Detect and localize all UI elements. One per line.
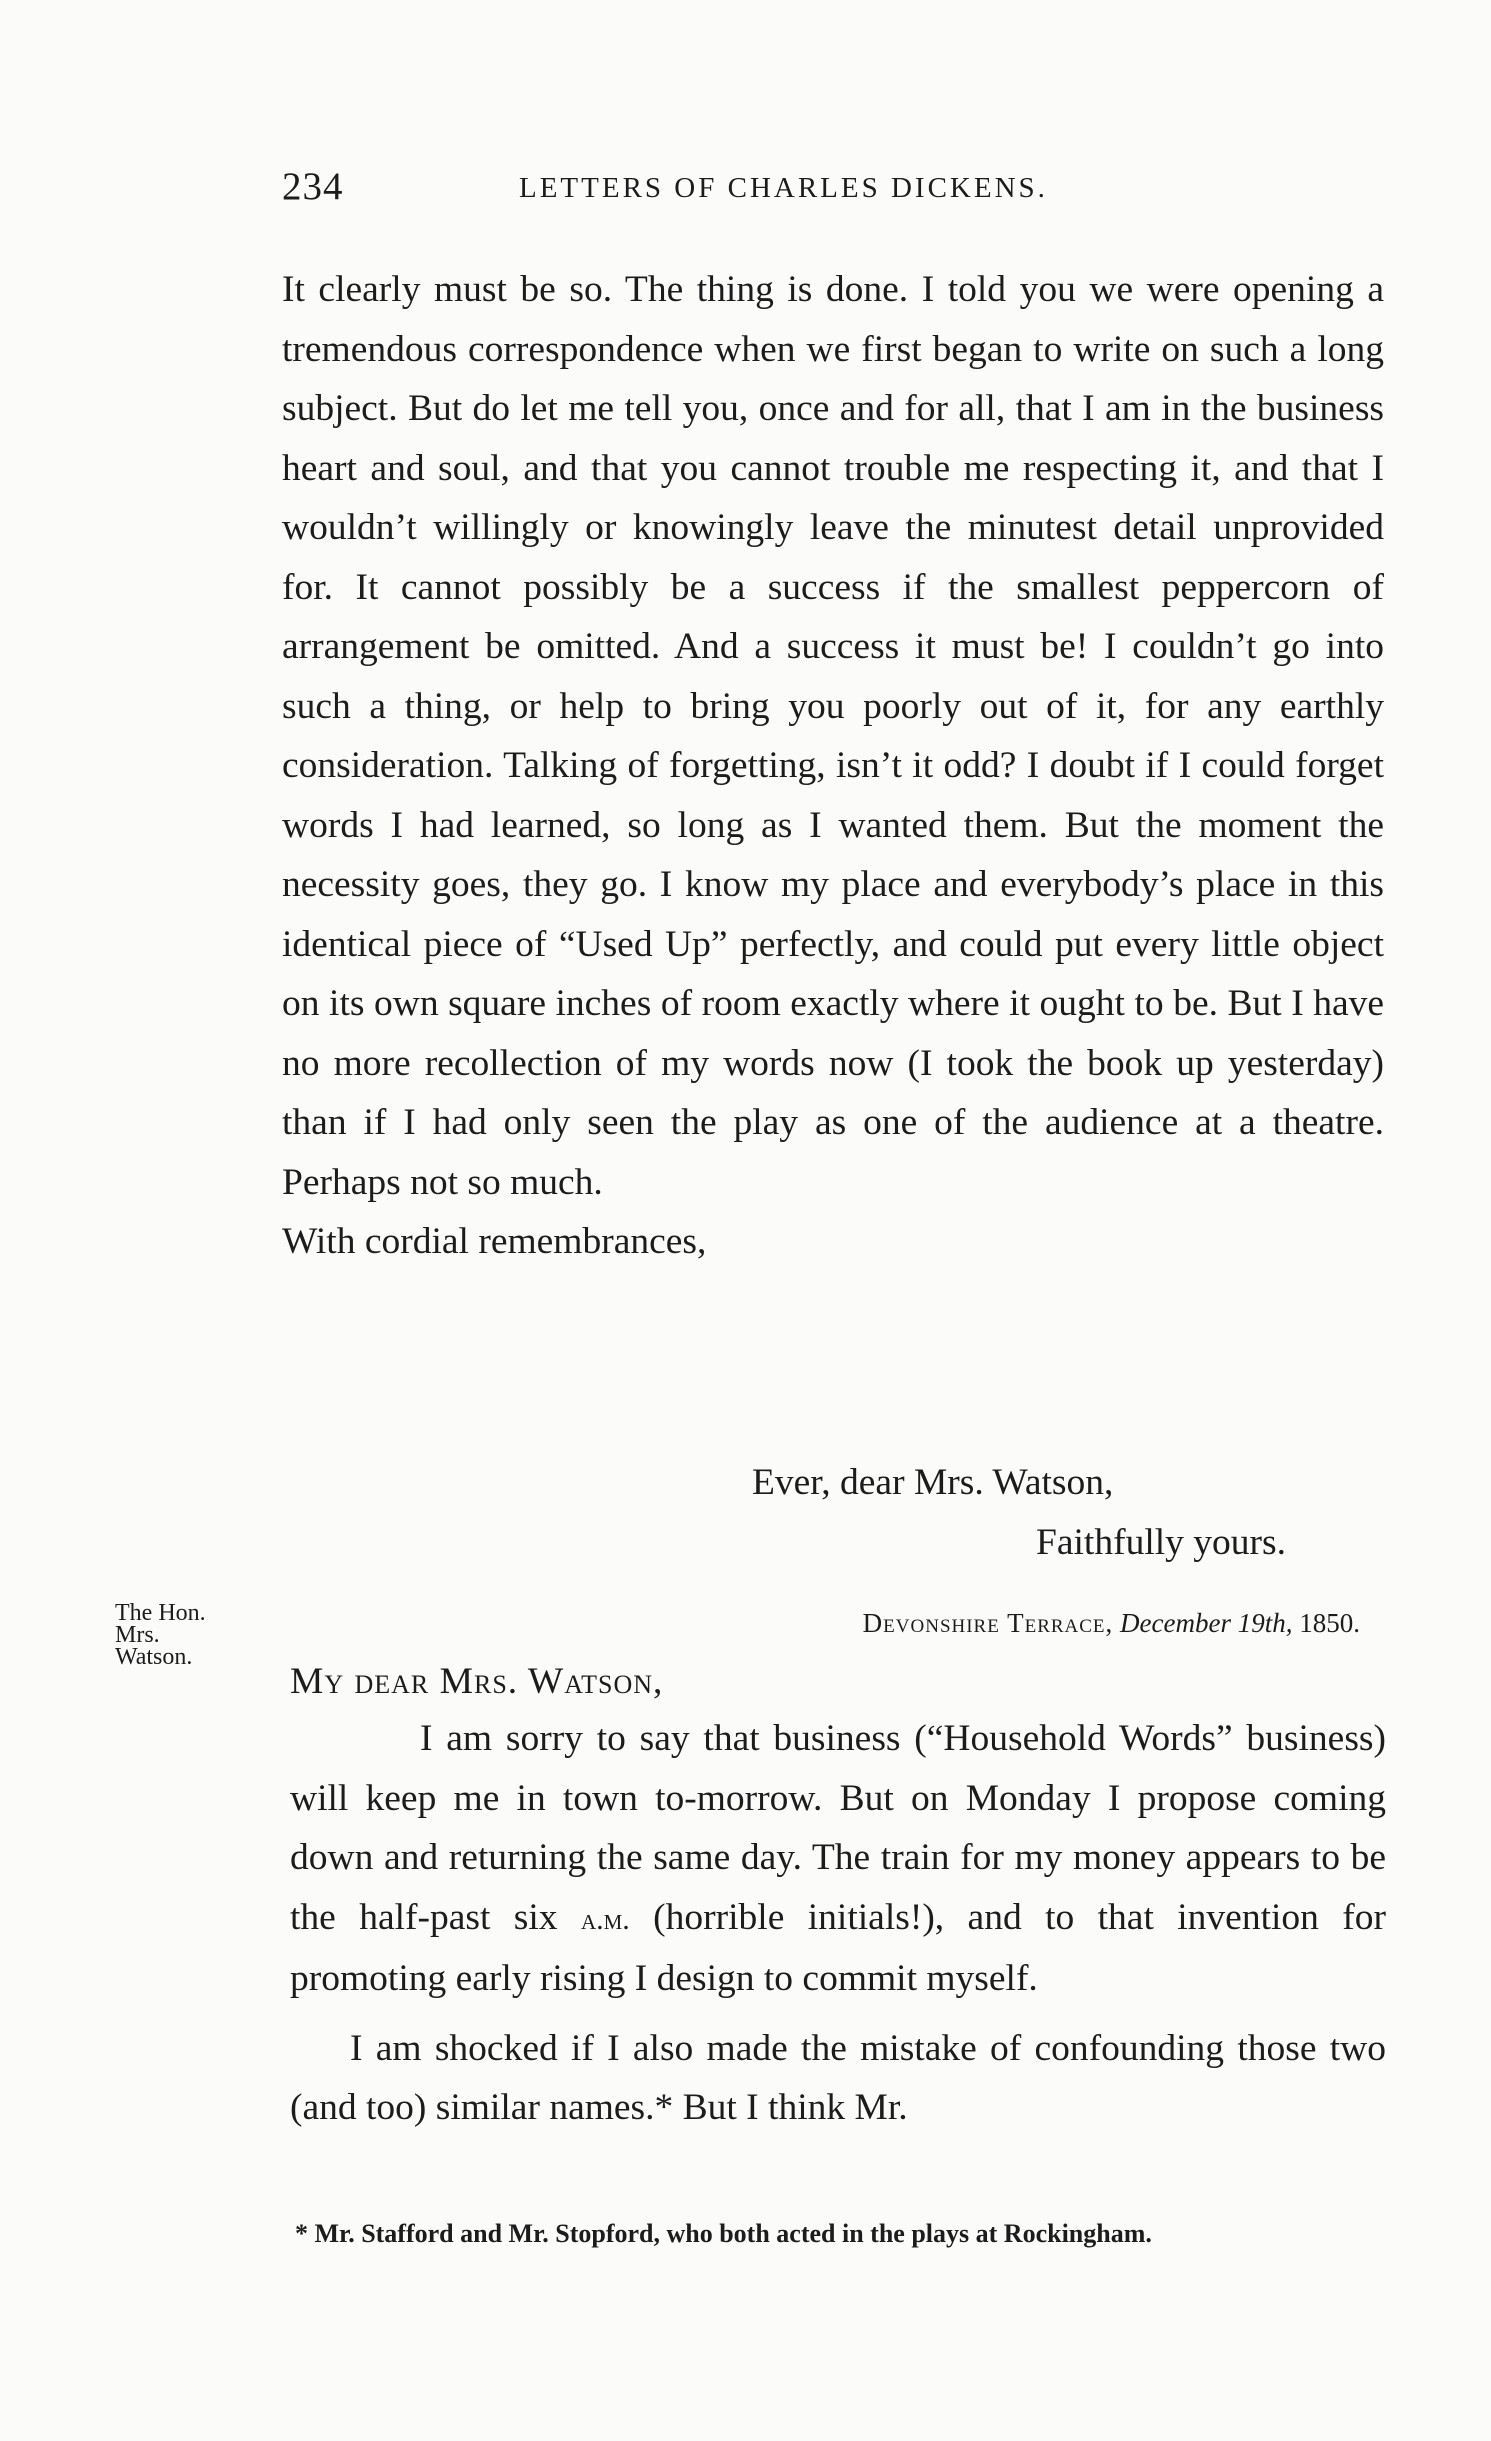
paragraph-one-continuation: (horrible initials!), and to that invention for promoting early rising I design to commit myself. — [290, 1896, 1387, 1999]
letter-two-paragraph-one — [290, 1709, 1386, 2009]
time-abbreviation: a.m. — [580, 1902, 630, 1936]
letter-one-signoff: Faithfully yours. — [1036, 1522, 1286, 1563]
letter-two-dateline — [722, 1608, 1360, 1639]
page-number: 234 — [282, 165, 344, 208]
dateline-place: Devonshire Terrace, — [862, 1608, 1114, 1638]
letter-two-paragraph-two: I am shocked if I also made the mistake of confounding those two (and too) similar names.* But I think Mr. — [290, 2027, 1386, 2128]
letter-two-salutation: My dear Mrs. Watson, — [290, 1661, 664, 1702]
letter-one-closing: Ever, dear Mrs. Watson, — [752, 1462, 1114, 1503]
dateline-date: December 19th, — [1120, 1608, 1293, 1638]
dateline-year: 1850. — [1299, 1608, 1360, 1638]
margin-note-line: Mrs. — [115, 1622, 160, 1648]
letter-one-paragraph: It clearly must be so. The thing is done. I told you we were opening a tremendous correspondence when we first began to write on such a long subject. But do let me tell you, once and for all, that I am in the business heart and soul, and that you cannot trouble me respecting it, and that I wouldn’t willingly or knowingly leave the minutest detail unprovided for. It cannot possibly be a success if the smallest peppercorn of arrangement be omitted. And a success it must be! I couldn’t go into such a thing, or help to bring you poorly out of it, for any earthly consideration. Talking of forgetting, isn’t it odd? I doubt if I could forget words I had learned, so long as I wanted them. But the moment the necessity goes, they go. I know my place and everybody’s place in this identical piece of “Used Up” perfectly, and could put every little object on its own square inches of room exactly where it ought to be. But I have no more recollection of my words now (I took the book up yesterday) than if I had only seen the play as one of the audience at a theatre. Perhaps not so much. — [282, 269, 1384, 1203]
margin-note — [115, 1602, 206, 1668]
letter-two-body — [290, 1709, 1386, 2138]
footnote: * Mr. Stafford and Mr. Stopford, who both acted in the plays at Rockingham. — [295, 2219, 1152, 2248]
letter-one-body — [282, 260, 1384, 1272]
margin-note-line: The Hon. — [115, 1600, 206, 1626]
running-title: LETTERS OF CHARLES DICKENS. — [519, 172, 1048, 204]
letter-one-remembrance: With cordial remembrances, — [282, 1221, 707, 1262]
margin-note-line: Watson. — [115, 1644, 193, 1670]
paragraph-one-text: I am sorry to say that business (“Household Words” business) will keep me in town to-morrow. But on Monday I propose coming down and returning the same day. The train for my money appears to be the half-past six — [290, 1718, 1386, 1938]
page-header — [282, 164, 1382, 214]
